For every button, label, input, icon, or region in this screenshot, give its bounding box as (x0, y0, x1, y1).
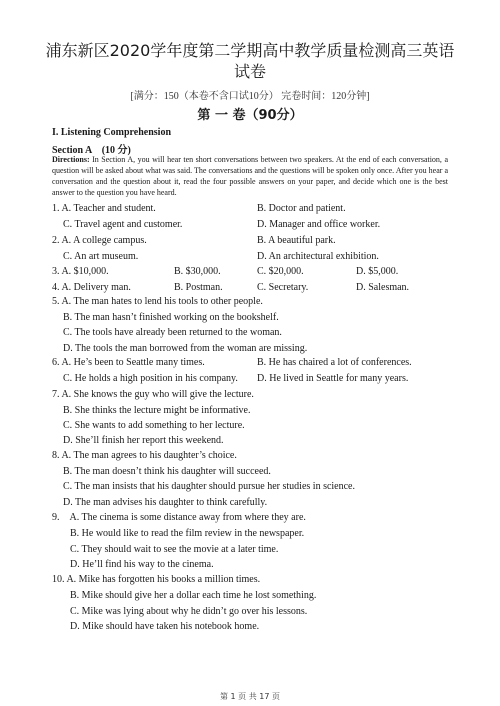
option-6a: 6. A. He’s been to Seattle many times. (52, 357, 205, 368)
option-3d: D. $5,000. (356, 266, 399, 277)
option-2a: 2. A. A college campus. (52, 235, 147, 246)
option-4b: B. Postman. (174, 282, 223, 293)
exam-title: 浦东新区2020学年度第二学期高中教学质量检测高三英语 (45, 41, 455, 60)
option-3a: 3. A. $10,000. (52, 266, 109, 277)
part-heading: I. Listening Comprehension (52, 127, 172, 138)
exam-meta: [满分：150（本卷不含口试10分） 完卷时间：120分钟] (130, 91, 370, 102)
option-3c: C. $20,000. (257, 266, 304, 277)
option-2b: B. A beautiful park. (257, 235, 336, 246)
option-1a: 1. A. Teacher and student. (52, 203, 156, 214)
option-1b: B. Doctor and patient. (257, 203, 346, 214)
directions (52, 154, 448, 198)
directions-text: In Section A, you will hear ten short conversations between two speakers. At the end of each conversation, a question will be asked about what was said. The conversations and the questions will be spoken only once. After you hear a conversation and the question about it, read the four possible answers on your paper, and decide which one is the best answer to the question you have heard. (52, 155, 448, 197)
exam-page: 浦东新区2020学年度第二学期高中教学质量检测高三英语 试卷 [满分：150（本卷不含口试10分） 完卷时间：120分钟] 第 一 卷（90分） I. Listening Comprehension Section A (10 分) Directions: In Section A, you will hear ten short conversations between two speakers. At the end of each conversation, a question will be asked about what was said. The conversations and the questions will be spoken only once. After you hear a conversation and the question about it, read the four possible answers on your paper, and decide which one is the best answer to the question you have heard. 1. A. Teacher and student. B. Doctor and patient. C. Travel agent and customer. D. Manager and office worker. 2. A. A college campus. B. A beautiful park. C. An art museum. D. An architectural exhibition. 3. A. $10,000. B. $30,000. C. $20,000. D. $5,000. 4. A. Delivery man. B. Postman. C. Secretary. D. Salesman. 5. A. The man hates to lend his tools to other people. B. The man hasn’t finished working on the bookshelf. C. The tools have already been returned to the woman. D. The tools the man borrowed from the woman are missing. 6. A. He’s been to Seattle many times. B. He has chaired a lot of conferences. C. He holds a high position in his company. D. He lived in Seattle for many years. 7. A. She knows the guy who will give the lecture. B. She thinks the lecture might be informative. C. She wants to add something to her lecture. D. She’ll finish her report this weekend. 8. A. The man agrees to his daughter’s choice. B. The man doesn’t think his daughter will succeed. C. The man insists that his daughter should pursue her studies in science. D. The man advises his daughter to think carefully. 9. A. The cinema is some distance away from where they are. B. He would like to read the film review in the newspaper. C. They should wait to see the movie at a later time. D. He’ll find his way to the cinema. 10. A. Mike has forgotten his books a million times. B. Mike should give her a dollar each time he lost something. C. Mike was lying about why he didn’t go over his lessons. D. Mike should have taken his notebook home. 第 1 页 共 17 页 (0, 0, 500, 706)
option-6d: D. He lived in Seattle for many years. (257, 373, 409, 384)
option-1c: C. Travel agent and customer. (63, 219, 183, 230)
option-3b: B. $30,000. (174, 266, 221, 277)
page-footer: 第 1 页 共 17 页 (220, 692, 280, 701)
option-2d: D. An architectural exhibition. (257, 251, 379, 262)
directions-label: Directions: (52, 155, 90, 164)
option-6c: C. He holds a high position in his company. (63, 373, 238, 384)
exam-title-line2: 试卷 (233, 62, 266, 81)
option-1d: D. Manager and office worker. (257, 219, 381, 230)
option-2c: C. An art museum. (63, 251, 139, 262)
volume-heading: 第 一 卷（90分） (197, 108, 303, 123)
option-4d: D. Salesman. (356, 282, 410, 293)
section-heading: Section A (10 分) (52, 145, 131, 156)
option-4c: C. Secretary. (257, 282, 309, 293)
option-4a: 4. A. Delivery man. (52, 282, 131, 293)
option-6b: B. He has chaired a lot of conferences. (257, 357, 412, 368)
